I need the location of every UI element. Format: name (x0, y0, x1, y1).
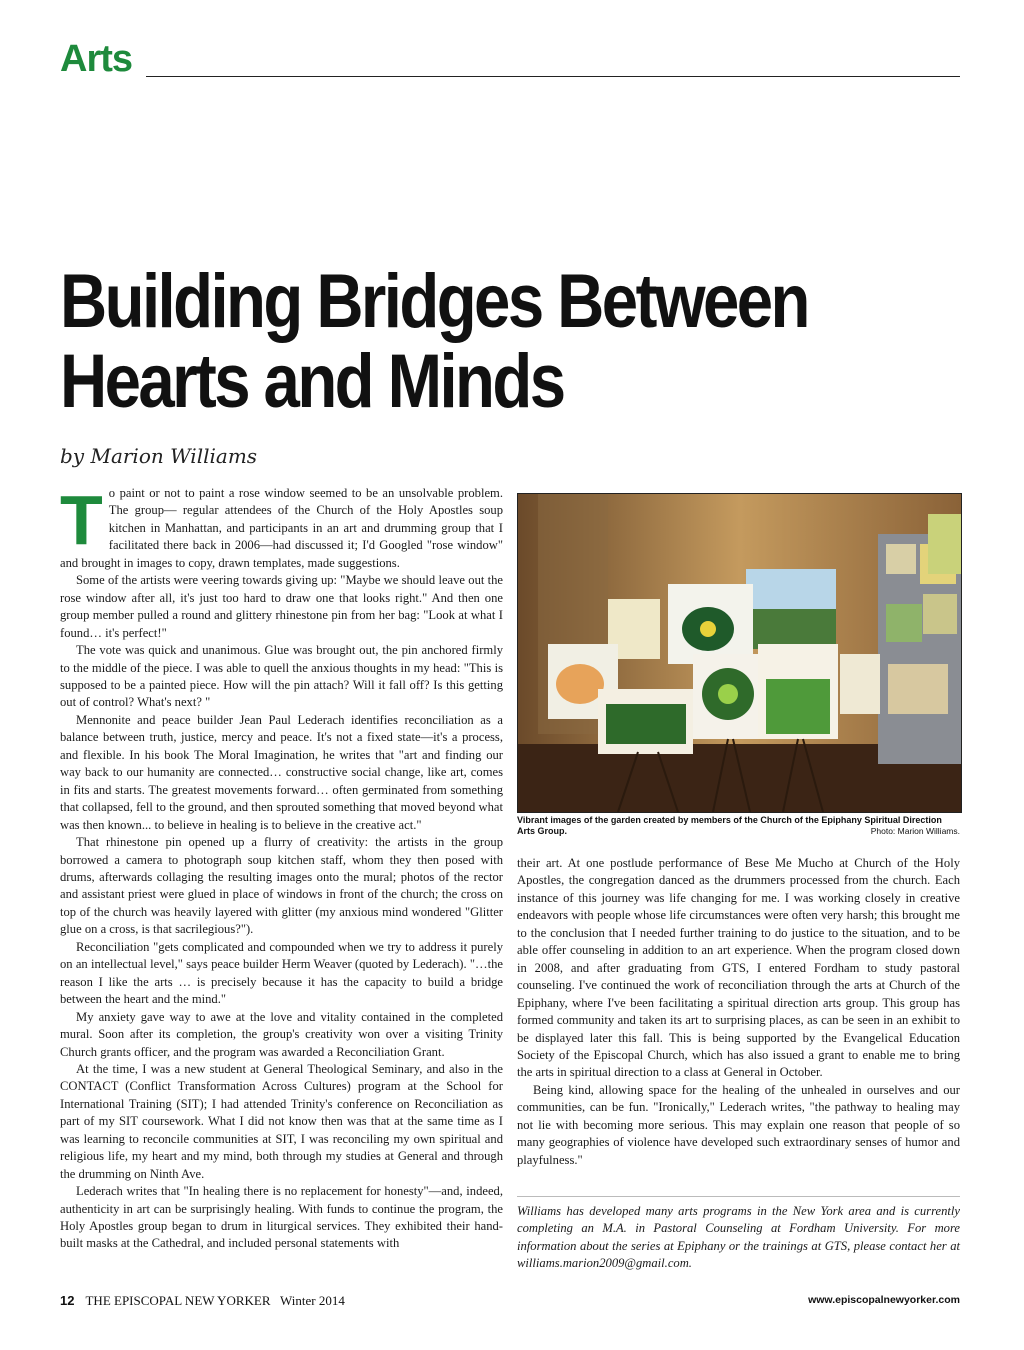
paragraph: My anxiety gave way to awe at the love and vitality contained in the completed mural. Soon after its completion, the group's creativity won over a visiting Trinity Church grants officer, and the program was awarded a Reconciliation Grant. (60, 1009, 503, 1059)
exhibit-photo-illustration (518, 494, 961, 812)
footer-left (60, 1293, 345, 1309)
paragraph: Reconciliation "gets complicated and compounded when we try to address it purely on an intellectual level," says peace builder Herm Weaver (quoted by Lederach). "…the reason I like the arts … is precisely because it has the capacity to build a bridge between the heart and the mind." (60, 939, 503, 1007)
paragraph: Mennonite and peace builder Jean Paul Lederach identifies reconciliation as a balance between truth, justice, mercy and peace. It's not a fixed state—it's a process, and flexible. In his book The Moral Imagination, he writes that "art and finding our way back to our humanity are connected… constructive social change, like art, comes in fits and starts. The greatest movements forward… often germinated from something that collapsed, fell to the ground, and then sprouted something that moved beyond what was then known... to believe in healing is to believe in the creative act." (60, 712, 503, 832)
photo-caption: Vibrant images of the garden created by members of the Church of the Epiphany Spiritual Direction Arts Group. (517, 815, 942, 836)
drop-cap: T (60, 481, 103, 559)
section-rule (146, 76, 960, 77)
page-number: 12 (60, 1293, 75, 1308)
section-label: Arts (60, 38, 133, 80)
headline-line-1: Building Bridges Between (60, 259, 808, 344)
paragraph: Lederach writes that "In healing there is no replacement for honesty"—and, indeed, authenticity in art can be surprisingly healing. With funds to continue the program, the Holy Apostles group began to drum in liturgical services. They exhibited their hand-built masks at the Cathedral, and included personal statements with (60, 1184, 503, 1251)
right-column (517, 855, 960, 1169)
paragraph: their art. At one postlude performance of Bese Me Mucho at Church of the Holy Apostles, the congregation danced as the drummers processed from the church. Each instance of this journey was life changing for me. I was working closely in creative endeavors with people whose life circumstances were often very harsh; this brought me to the conclusion that I needed further training to do justice to the situation, and to be able offer counseling in addition to an art experience. When the program closed down in 2008, and after graduating from GTS, I entered Fordham to study pastoral counseling. I've continued the work of reconciliation through the arts at Church of the Epiphany, where I've been facilitating a spiritual direction arts group. This group has formed community and taken its art to surprising places, as can be seen in an exhibit to be displayed later this fall. This is being supported by the Evangelical Education Society of the Episcopal Church, which has also issued a grant to enable me to bring the arts in spiritual direction to a class at General in October. (517, 856, 960, 1080)
paragraph: The vote was quick and unanimous. Glue was brought out, the pin anchored firmly to the middle of the piece. I was able to quell the anxious thoughts in my head: "This is supposed to be a painted piece. How will the pin attach? Will it fall off? Is this getting out of control? What's next? " (60, 643, 503, 710)
paragraph: Being kind, allowing space for the healing of the unhealed in ourselves and our communities, can be fun. "Ironically," Lederach writes, "the pathway to healing may not lie with becoming more serious. This may explain one reason that people of so many geographies of violence have developed such extraordinary senses of humor and playfulness." (517, 1082, 960, 1167)
exhibit-photo (517, 493, 962, 813)
left-column (60, 481, 503, 1253)
publication-name: THE EPISCOPAL NEW YORKER (85, 1293, 271, 1308)
headline (60, 259, 834, 424)
photo-credit: Photo: Marion Williams. (870, 826, 960, 836)
author-bio: Williams has developed many arts programs in the New York area and is currently completing an M.A. in Pastoral Counseling at Fordham University. For more information about the series at Epiphany or the trainings at GTS, please contact her at williams.marion2009@gmail.com. (517, 1204, 960, 1271)
website-link[interactable]: www.episcopalnewyorker.com (808, 1294, 960, 1306)
headline-line-2: Hearts and Minds (60, 339, 564, 424)
bio-rule (517, 1196, 960, 1197)
paragraph: Some of the artists were veering towards giving up: "Maybe we should leave out the rose window after all, it's just too hard to draw one that looks right." And then one group member pulled a round and glittery rhinestone pin from her bag: "Look at what I found… it's perfect!" (60, 573, 503, 640)
paragraph: At the time, I was a new student at General Theological Seminary, and also in the CONTACT (Conflict Transformation Across Cultures) program at the School for International Training (SIT); I had attended Trinity's conference on Reconciliation as part of my SIT coursework. What I did not know then was that at the same time as I was learning to reconcile communities at SIT, I was reconciling my own spiritual and religious life, my heart and my mind, both through my studies at General and through the drumming on Ninth Ave. (60, 1061, 503, 1181)
paragraph-1: To paint or not to paint a rose window seemed to be an unsolvable problem. The group— regular attendees of the Church of the Holy Apostles soup kitchen in Manhattan, and participants in an art and drumming group that I facilitated there back in 2006—had discussed it; I'd Googled "rose window" and brought in images to copy, drawn templates, made suggestions. (60, 481, 503, 570)
byline: by Marion Williams (60, 444, 258, 468)
issue-date: Winter 2014 (280, 1293, 345, 1308)
paragraph: That rhinestone pin opened up a flurry of creativity: the artists in the group borrowed a camera to photograph soup kitchen staff, whom they then posed with drums, afterwards collaging the resulting images onto the mural; photos of the rector and assistant priest were glued in place of windows in front of the church; the cross on top of the church was heavily layered with glitter (my anxious mind wondered "Glitter glue on a cross, is that sacrilegious?"). (60, 835, 503, 937)
